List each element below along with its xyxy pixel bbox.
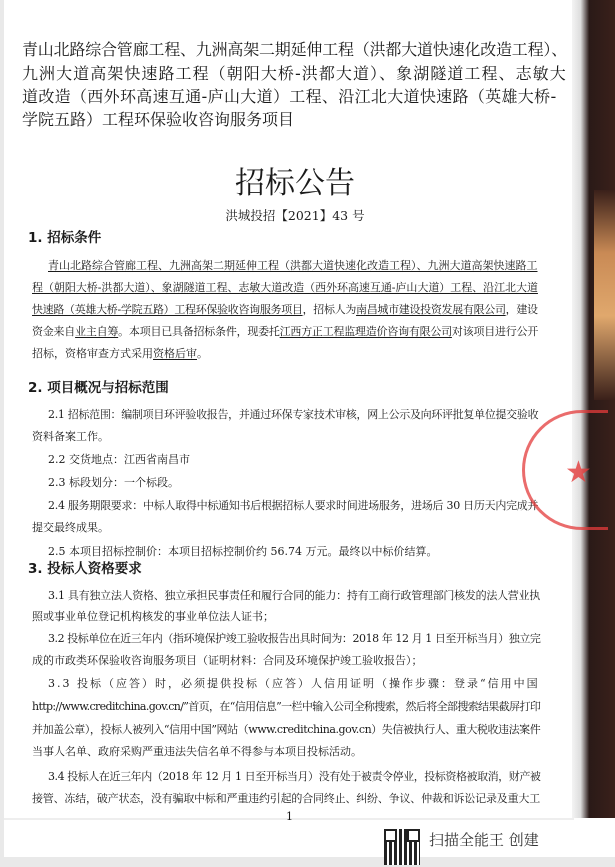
qr-code-icon (384, 829, 420, 865)
underlined-field: 业主自筹 (75, 325, 119, 338)
text-line: 成的市政类环保验收咨询服务项目（证明材料：合同及环境保护竣工验收报告）； (32, 654, 423, 667)
underlined-field: 程（朝阳大桥-洪都大道）、象湖隧道工程、志敏大道改造（西外环高速互通-庐山大道）工程、沿江北大道 (32, 281, 538, 294)
text-segment: ，招标人为 (302, 303, 357, 316)
text-line: 2.2 交货地点：江西省南昌市 (48, 453, 190, 466)
text-line: http://www.creditchina.gov.cn/”首页，在“信用信息”一栏中输入公司全称搜索，然后将全部搜索结果截屏打印 (32, 700, 541, 713)
project-title-line: 道改造（西外环高速互通-庐山大道）工程、沿江北大道快速路（英雄大桥- (22, 87, 557, 106)
text-line (32, 323, 538, 339)
page-number: 1 (286, 810, 293, 823)
text-line: 3.2 投标单位在近三年内（指环境保护竣工验收报告出具时间为：2018 年 12 月 1 日至开标当月）独立完 (48, 632, 541, 645)
text-line (32, 345, 208, 361)
section-1-title: 1. 招标条件 (28, 230, 102, 246)
text-line (32, 279, 538, 295)
scanner-watermark: 扫描全能王 创建 (429, 831, 539, 849)
text-line (48, 257, 538, 273)
section-2-title: 2. 项目概况与招标范围 (28, 380, 169, 396)
text-line: 照或事业单位登记机构核发的事业单位法人证书； (32, 610, 274, 623)
text-line: 2.5 本项目招标控制价：本项目招标控制价约 56.74 万元。最终以中标价结算。 (48, 545, 438, 558)
text-line: 3.3 投标（应答）时，必须提供投标（应答）人信用证明（操作步骤：登录“信用中国 (48, 677, 540, 690)
project-title-line: 学院五路）工程环保验收咨询服务项目 (22, 110, 295, 129)
text-segment: 。 (197, 347, 208, 360)
text-segment: 招标，资格审查方式采用 (32, 347, 153, 360)
section-3-title: 3. 投标人资格要求 (28, 561, 142, 577)
underlined-field: 快速路（英雄大桥-学院五路）工程环保验收咨询服务项目 (32, 303, 303, 316)
text-segment: 。本项目已具备招标条件，现委托 (118, 325, 280, 338)
text-line: 当事人名单、政府采购严重违法失信名单不得参与本项目投标活动。 (32, 745, 362, 758)
underlined-field: 南昌城市建设投资发展有限公司 (356, 303, 506, 316)
seal-star-icon: ★ (565, 455, 592, 490)
text-segment: ，建设 (505, 303, 538, 316)
text-line: 2.3 标段划分：一个标段。 (48, 476, 179, 489)
background-object (594, 190, 615, 400)
text-line (32, 301, 538, 317)
underlined-field: 江西方正工程监理造价咨询有限公司 (279, 325, 452, 338)
text-line: 3.4 投标人在近三年内（2018 年 12 月 1 日至开标当月）没有处于被责令停业，投标资格被取消，财产被 (48, 770, 541, 783)
text-segment: 资金来自 (32, 325, 76, 338)
text-line: 2.4 服务期限要求：中标人取得中标通知书后根据招标人要求时间进场服务，进场后 30 日历天内完成并 (48, 499, 539, 512)
text-line: 资料备案工作。 (32, 430, 109, 443)
underlined-field: 资格后审 (153, 347, 197, 360)
text-line: 3.1 具有独立法人资格、独立承担民事责任和履行合同的能力：持有工商行政管理部门核发的法人营业执 (48, 589, 540, 602)
underlined-field: 青山北路综合管廊工程、九洲高架二期延伸工程（洪都大道快速化改造工程）、九洲大道高架快速路工 (48, 259, 538, 272)
text-line: 并加盖公章），投标人被列入“信用中国”网站（www.creditchina.gov.cn）失信被执行人、重大税收违法案件 (32, 723, 541, 736)
document-heading: 招标公告 (235, 166, 355, 201)
document-number: 洪城投招【2021】43 号 (225, 208, 365, 223)
project-title-line: 九洲大道高架快速路工程（朝阳大桥-洪都大道）、象湖隧道工程、志敏大 (22, 64, 567, 83)
page-edge-shadow (572, 0, 615, 818)
text-line: 2.1 招标范围：编制项目环评验收报告，并通过环保专家技术审核，网上公示及向环评批复单位提交验收 (48, 408, 539, 421)
text-line: 提交最终成果。 (32, 521, 109, 534)
project-title-line: 青山北路综合管廊工程、九洲高架二期延伸工程（洪都大道快速化改造工程）、 (22, 40, 568, 59)
text-line: 接管、冻结，破产状态，没有骗取中标和严重违约引起的合同终止、纠纷、争议、仲裁和诉讼记录及重大工 (32, 792, 540, 805)
text-segment: 对该项目进行公开 (451, 325, 539, 338)
